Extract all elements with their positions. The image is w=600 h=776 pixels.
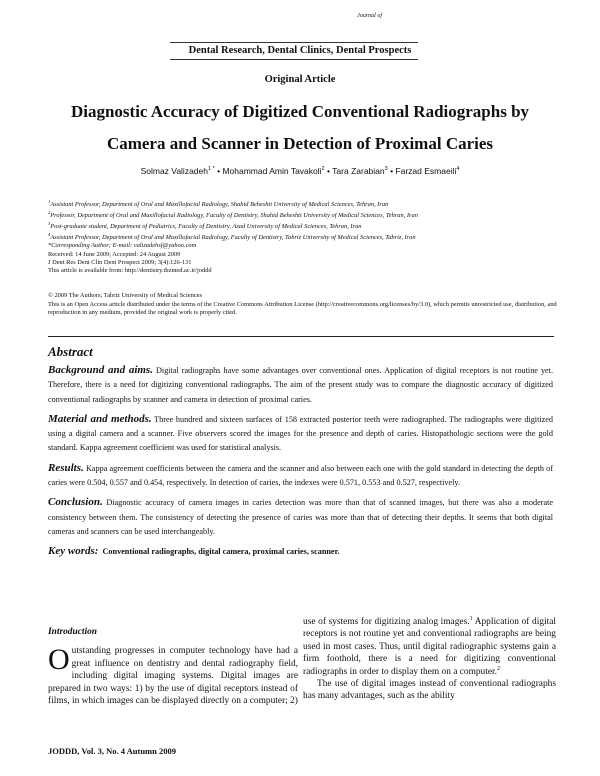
availability-link[interactable]: This article is available from: http://dentistry.tbzmed.ac.ir/joddd [48,267,212,274]
abstract-text: Three hundred and sixteen surfaces of 158 extracted posterior teeth were radiographed. The radiographs were digitized using a digital camera and a scanner. Five observers scored the images for the presence and depth of caries. Histopathologic sections were the gold standard. Kappa agreement coefficient was used for statistical analysis. [48,414,553,453]
abstract-results [48,461,553,491]
author-name: Solmaz Valizadeh [140,166,208,176]
author-sup: 4 [456,166,460,173]
abstract-methods [48,412,553,456]
affiliation-text: Post-graduate student, Department of Pediatrics, Faculty of Dentistry, Azad University of Medical Sciences, Tehran, Iran [50,222,362,230]
affiliation [48,209,568,220]
received-date: Received: 14 June 2009; Accepted: 24 August 2009 [48,251,181,258]
keywords-label: Key words: [48,545,99,558]
citation-ref: 2 [496,665,500,672]
author-name: Tara Zarabian [332,166,385,176]
introduction-heading: Introduction [48,627,97,637]
affiliation [48,198,568,209]
abstract-text: Kappa agreement coefficients between the camera and the scanner and also between each one with the gold standard in detecting the depth of caries were 0.504, 0.557 and 0.454, respectively. In detection of caries, the indexes were 0.571, 0.553 and 0.527, respectively. [48,463,553,488]
affiliation-text: Professor, Department of Oral and Maxillofacial Radiology, Faculty of Dentistry, Shahid Beheshti University of Medical Sciences, Tehran, Iran [50,212,418,220]
affiliation-sup: 1 [48,199,51,204]
article-title: Diagnostic Accuracy of Digitized Conventional Radiographs by Camera and Scanner in Detection of Proximal Caries [70,102,530,153]
author-sup: 1 * [208,166,215,173]
abstract-text: Digital radiographs have some advantages over conventional ones. Application of digital receptors is not routine yet. Therefore, there is a need for digitizing conventional radiographs. The aim of the present study was to compare the diagnostic accuracy of digitized conventional radiographs by scanner and camera in detection of proximal caries. [48,366,553,404]
drop-cap: O [48,643,70,677]
affiliation [48,220,568,231]
copyright-block [48,292,568,318]
keywords-text: Conventional radiographs, digital camera, proximal caries, scanner. [102,547,340,557]
article-type: Original Article [264,74,336,85]
abstract-background [48,363,553,407]
citation: J Dent Res Dent Clin Dent Prospect 2009; 3(4):126-131 [48,259,192,266]
author-name: Mohammad Amin Tavakoli [222,166,322,176]
abstract-lead: Results. [48,461,84,474]
author-name: Farzad Esmaeili [395,166,457,176]
affiliation-sup: 4 [48,231,51,237]
header-rule-top [170,42,418,43]
affiliation-sup: 2 [48,209,51,215]
affiliation-sup: 3 [48,220,51,226]
abstract-body [48,363,553,565]
abstract-divider [48,336,554,337]
author-separator: • [326,166,330,176]
body-text: use of systems for digitizing analog images. [303,617,470,627]
right-paragraph-2: The use of digital images instead of conventional radiographs has many advantages, such as the ability [303,679,556,702]
abstract-lead: Background and aims. [48,364,153,376]
right-paragraph-1 [303,616,556,678]
corresponding-author: *Corresponding Author; E-mail: valizadehsf@yahoo.com [48,241,197,249]
header-rule-bottom [170,59,418,60]
author-sup: 3 [384,166,388,173]
journal-name: Dental Research, Dental Clinics, Dental Prospects [188,45,412,56]
article-meta [48,251,568,275]
affiliations [48,198,568,249]
intro-paragraph [48,645,298,707]
keywords [48,544,553,559]
license-text: This is an Open Access article distributed under the terms of the Creative Commons Attribution License (http://creativecommons.org/licenses/by/3.0), which permits unrestricted use, distribution, and reproduction in any medium, provided the original work is properly cited. [48,300,557,316]
body-column-left [48,616,298,707]
author-list [0,166,600,176]
abstract-text: Diagnostic accuracy of camera images in caries detection was more than that of scanned images, but there was also a moderate consistency between them. The consistency of detecting the presence of caries was more than that of detecting their depths. It seems that both digital cameras and scanners can be used interchangeably. [48,498,553,536]
abstract-lead: Material and methods. [48,412,152,425]
affiliation-text: Assistant Professor, Department of Oral and Maxillofacial Radiology, Shahid Beheshti University of Medical Sciences, Tehran, Iran [50,201,389,209]
author-separator: • [390,166,394,176]
citation-ref: 1 [469,615,473,622]
body-text: Application of digital receptors is not routine yet and conventional radiographs are being used in most cases. Thus, until digital radiographic systems gain a firm foothold, there is a need for digitizing conventional radiographs in order to display them on a computer. [303,617,556,677]
author-separator: • [217,166,221,176]
affiliation [48,231,568,242]
copyright-line: © 2009 The Authors; Tabriz University of Medical Sciences [48,292,202,299]
affiliation-text: Assistant Professor, Department of Oral and Maxillofacial Radiology, Faculty of Dentistry, Tabriz University of Medical Sciences, Tabriz, Iran [50,233,416,241]
journal-of-label: Journal of [357,13,382,19]
abstract-lead: Conclusion. [48,496,103,509]
intro-text: utstanding progresses in computer technology have had a great influence on dentistry and dental radiography field, including digital imaging systems. Digital images are prepared in two ways: 1) by the use of digital receptors instead of films, in which images can be displayed directly on a computer; 2) [48,646,298,707]
abstract-conclusion [48,495,553,539]
abstract-heading: Abstract [48,344,93,359]
body-column-right [303,616,556,703]
author-sup: 2 [321,166,325,173]
page-footer: JODDD, Vol. 3, No. 4 Autumn 2009 [48,746,176,756]
